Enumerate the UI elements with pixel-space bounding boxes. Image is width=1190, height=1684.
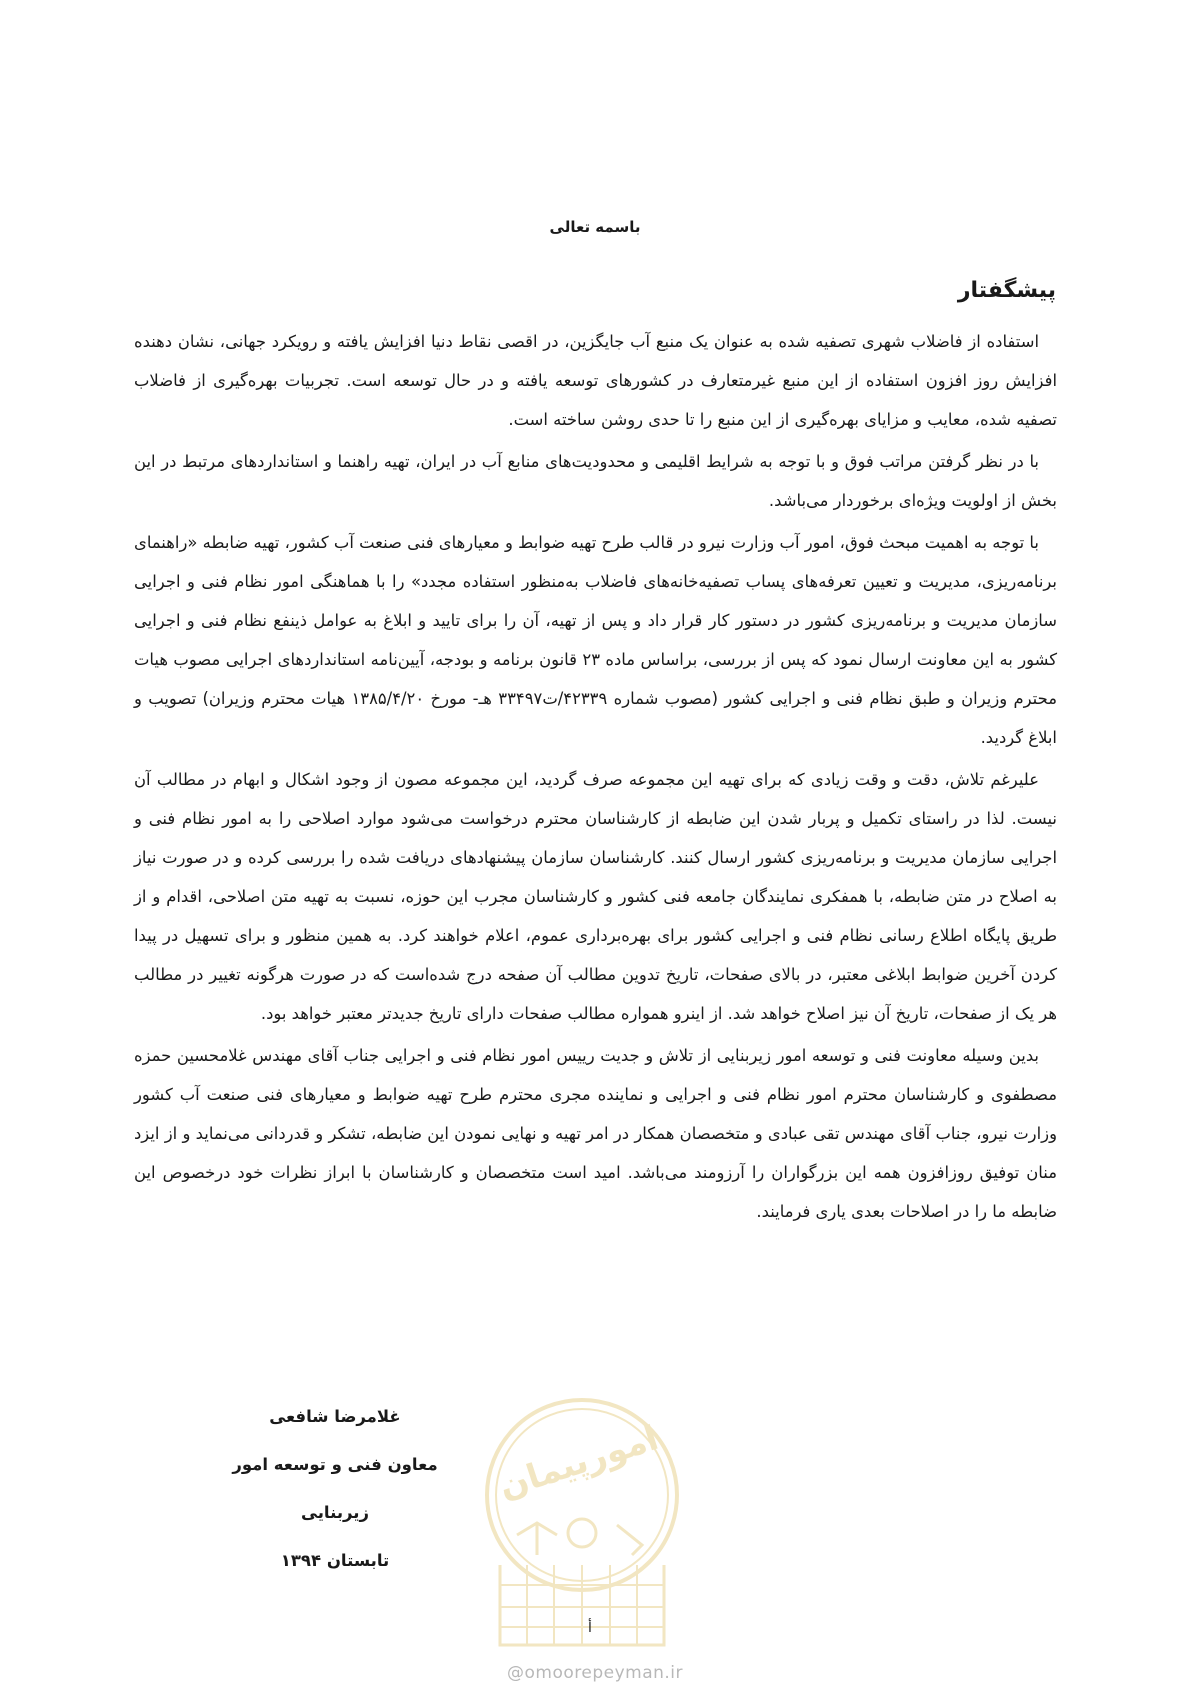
preface-paragraph-1: استفاده از فاضلاب شهری تصفیه شده به عنوان یک منبع آب جایگزین، در اقصی نقاط دنیا افزایش یافته و رویکرد جهانی، نشان دهنده افزایش روز افزون استفاده از این منبع غیرمتعارف در کشورهای توسعه یافته و در حال توسعه است. تجربیات بهره‌گیری از فاضلاب تصفیه شده، معایب و مزایای بهره‌گیری از این منبع را تا حدی روشن ساخته است. (134, 332, 1057, 429)
signatory-title: معاون فنی و توسعه امور زیربنایی (232, 1455, 438, 1522)
preface-paragraph-4: علیرغم تلاش، دقت و وقت زیادی که برای تهیه این مجموعه صرف گردید، این مجموعه مصون از وجود اشکال و ابهام در مطالب آن نیست. لذا در راستای تکمیل و پربار شدن این ضابطه از کارشناسان محترم درخواست می‌شود موارد اصلاحی را به امور نظام فنی و اجرایی سازمان مدیریت و برنامه‌ریزی کشور ارسال کنند. کارشناسان سازمان پیشنهادهای دریافت شده را بررسی کرده و در صورت نیاز به اصلاح در متن ضابطه، با همفکری نمایندگان جامعه فنی کشور و کارشناسان مجرب این حوزه، نسبت به تهیه متن اصلاحی، اقدام و از طریق پایگاه اطلاع رسانی نظام فنی و اجرایی کشور برای بهره‌برداری عموم، اعلام خواهند کرد. به همین منظور و برای تسهیل در پیدا کردن آخرین ضوابط ابلاغی معتبر، در بالای صفحات، تاریخ تدوین مطالب آن صفحه درج شده‌است که در صورت هرگونه تغییر در مطالب هر یک از صفحات، تاریخ آن نیز اصلاح خواهد شد. از اینرو همواره مطالب صفحات دارای تاریخ جدیدتر معتبر خواهد بود. (134, 770, 1057, 1023)
invocation-header: باسمه تعالی (549, 218, 641, 236)
signature-date: تابستان ۱۳۹۴ (280, 1551, 390, 1570)
signatory-name: غلامرضا شافعی (269, 1407, 401, 1426)
watermark-emblem-text: امورپیمان (494, 1418, 664, 1508)
preface-paragraph-2: با در نظر گرفتن مراتب فوق و با توجه به شرایط اقلیمی و محدودیت‌های منابع آب در ایران، تهیه راهنما و استانداردهای مرتبط در این بخش از اولویت ویژه‌ای برخوردار می‌باشد. (134, 452, 1057, 510)
preface-paragraph-3: با توجه به اهمیت مبحث فوق، امور آب وزارت نیرو در قالب طرح تهیه ضوابط و معیارهای فنی صنعت آب کشور، تهیه ضابطه «راهنمای برنامه‌ریزی، مدیریت و تعیین تعرفه‌های پساب تصفیه‌خانه‌های فاضلاب به‌منظور استفاده مجدد» را با هماهنگی امور نظام فنی و اجرایی سازمان مدیریت و برنامه‌ریزی کشور در دستور کار قرار داد و پس از تهیه، آن را برای تایید و ابلاغ به عوامل ذینفع نظام فنی و اجرایی کشور به این معاونت ارسال نمود که پس از بررسی، براساس ماده ۲۳ قانون برنامه و بودجه، آیین‌نامه استانداردهای اجرایی مصوب هیات محترم وزیران و طبق نظام فنی و اجرایی کشور (مصوب شماره ۴۲۳۳۹/ت۳۳۴۹۷ هـ- مورخ ۱۳۸۵/۴/۲۰ هیات محترم وزیران) تصویب و ابلاغ گردید. (134, 533, 1057, 747)
preface-paragraph-5: بدین وسیله معاونت فنی و توسعه امور زیربنایی از تلاش و جدیت رییس امور نظام فنی و اجرایی جناب آقای مهندس غلامحسین حمزه مصطفوی و کارشناسان محترم امور نظام فنی و اجرایی و نماینده مجری محترم طرح تهیه ضوابط و معیارهای فنی صنعت آب کشور وزارت نیرو، جناب آقای مهندس تقی عبادی و متخصصان همکار در امر تهیه و نهایی نمودن این ضابطه، تشکر و قدردانی می‌نماید و از ایزد منان توفیق روزافزون همه این بزرگواران را آرزومند می‌باشد. امید است متخصصان و کارشناسان با ابراز نظرات خود درخصوص این ضابطه ما را در اصلاحات بعدی یاری فرمایند. (134, 1046, 1057, 1221)
watermark-emblem-icon (482, 1395, 682, 1675)
preface-body (134, 322, 1057, 1234)
signature-block (215, 1393, 455, 1585)
page-number: أ (588, 1620, 592, 1636)
page-title: پیشگفتار (957, 278, 1056, 303)
watermark-url: @omoorepeyman.ir (506, 1663, 684, 1683)
